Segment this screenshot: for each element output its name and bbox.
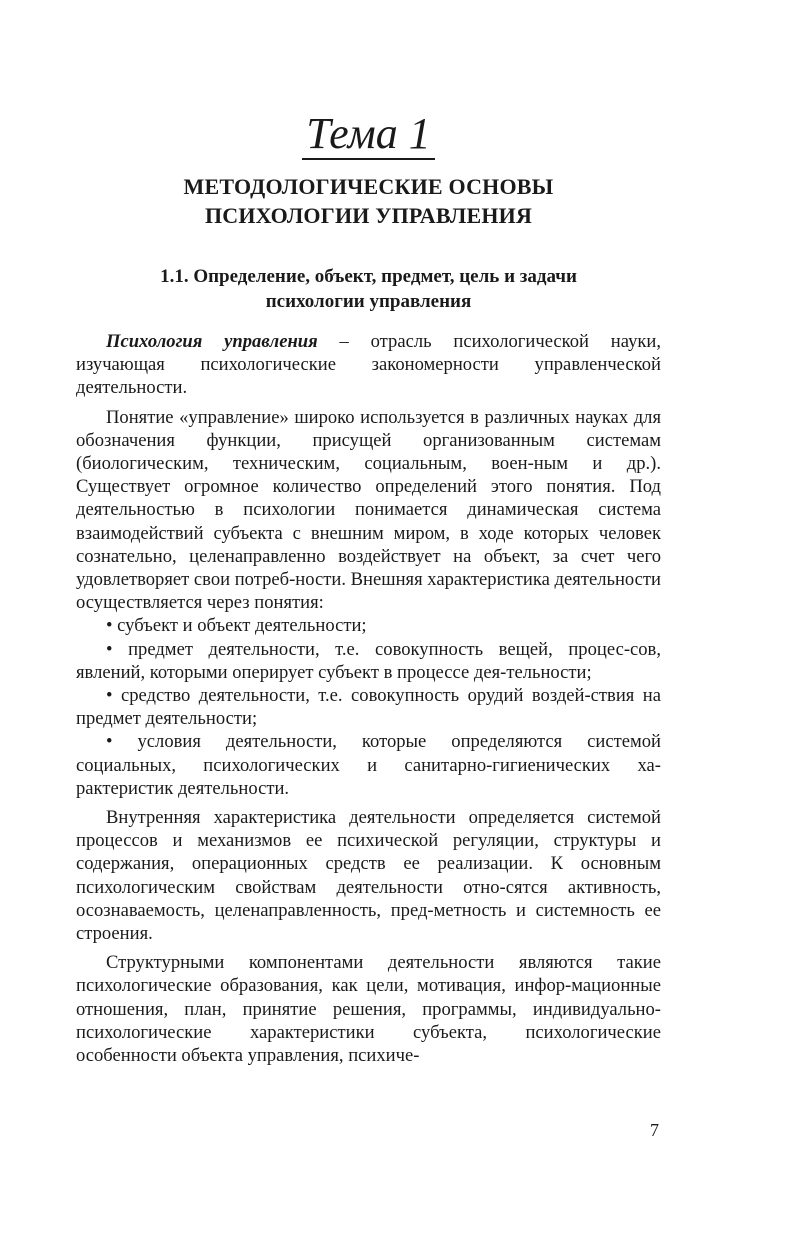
chapter-title-line1: МЕТОДОЛОГИЧЕСКИЕ ОСНОВЫ [183, 174, 554, 199]
defined-term: Психология управления [106, 331, 318, 352]
paragraph-internal: Внутренняя характеристика деятельности определяется системой процессов и механизмов ее психической регуляции, структуры и содержания, операционных средств ее реализации. К основным психологическим свойствам деятельности отно-сятся активность, осознаваемость, целенаправленность, пред-метность и системность ее строения. [76, 807, 661, 945]
body-text [76, 330, 661, 1067]
section-title-line1: 1.1. Определение, объект, предмет, цель и задачи [160, 266, 577, 287]
definition-text: – отрасль психологической науки, изучающая психологические закономерности управленческой деятельности. [76, 331, 662, 399]
paragraph-structure: Структурными компонентами деятельности являются такие психологические образования, как цели, мотивация, инфор-мационные отношения, план, принятие решения, программы, индивидуально-психологические характеристики субъекта, психологические особенности объекта управления, психиче- [76, 952, 661, 1067]
topic-title [76, 108, 661, 160]
paragraph-concept: Понятие «управление» широко используется в различных науках для обозначения функции, присущей организованным системам (биологическим, техническим, социальным, воен-ным и др.). Существует огромное количество определений этого понятия. Под деятельностью в психологии понимается динамическая система взаимодействий субъекта с внешним миром, в ходе которых человек сознательно, целенаправленно воздействует на объект, за счет чего удовлетворяет свои потреб-ности. Внешняя характеристика деятельности осуществляется через понятия: [76, 406, 661, 614]
list-item: • субъект и объект деятельности; [106, 615, 367, 637]
topic-title-text: Тема 1 [302, 109, 434, 160]
list-item: • предмет деятельности, т.е. совокупность вещей, процес-сов, явлений, которыми оперирует субъект в процессе дея-тельности; [76, 638, 661, 683]
book-page [76, 0, 661, 1241]
chapter-title-line2: ПСИХОЛОГИИ УПРАВЛЕНИЯ [204, 203, 533, 228]
list-item: • средство деятельности, т.е. совокупность орудий воздей-ствия на предмет деятельности; [76, 685, 661, 730]
page-number: 7 [650, 1120, 659, 1140]
section-title-line2: психологии управления [265, 291, 472, 312]
list-item: • условия деятельности, которые определяются системой социальных, психологических и санитарно-гигиенических ха-рактеристик деятельности. [76, 731, 661, 799]
paragraph-definition [76, 330, 661, 400]
chapter-title [76, 172, 661, 230]
section-title [76, 264, 661, 314]
